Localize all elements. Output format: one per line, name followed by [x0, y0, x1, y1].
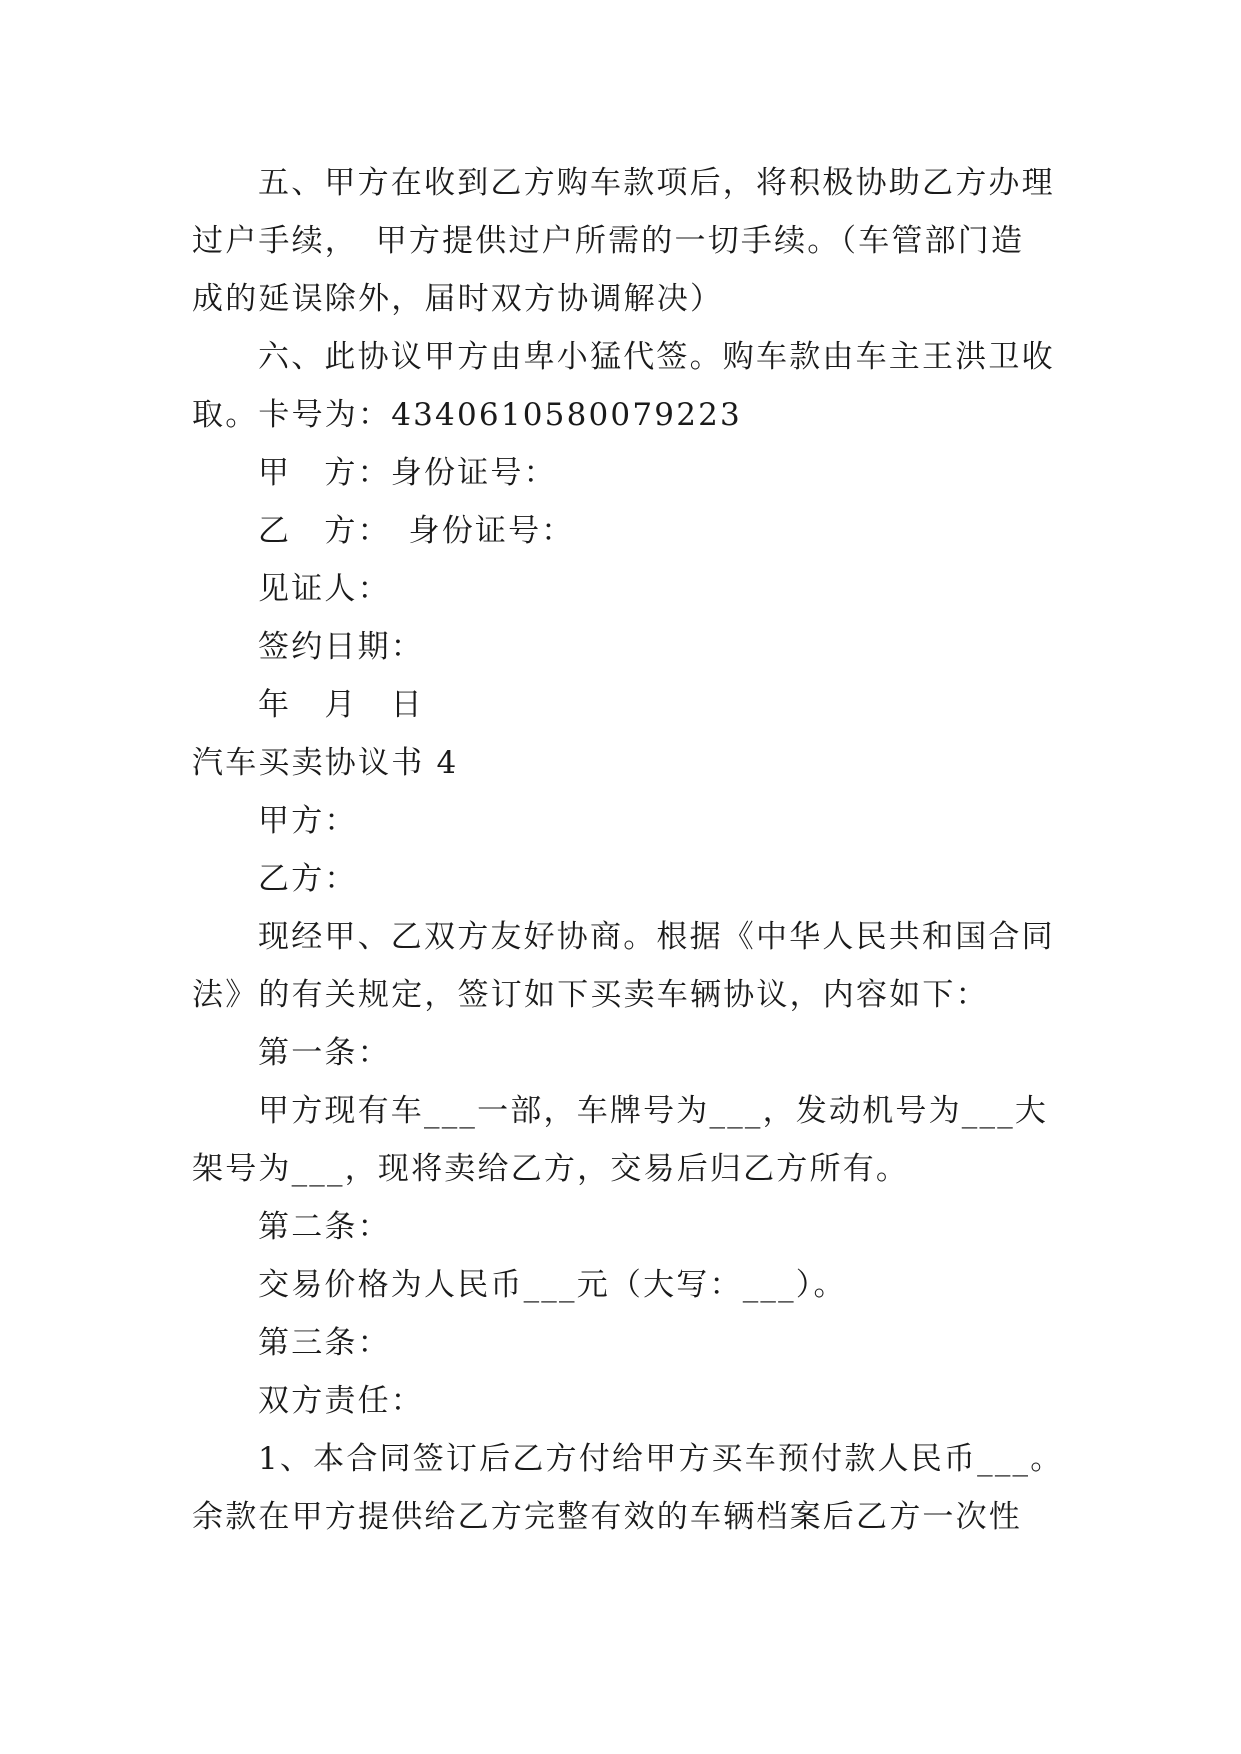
responsibilities-heading: 双方责任：	[258, 1383, 424, 1419]
paragraph-5-line-1: 五、甲方在收到乙方购车款项后，将积极协助乙方办理	[258, 165, 1055, 201]
article-1-line-2: 架号为___，现将卖给乙方，交易后归乙方所有。	[192, 1151, 910, 1187]
party-b-line: 乙方：	[258, 861, 358, 897]
party-b-signature-line: 乙 方： 身份证号：	[258, 513, 575, 549]
clause-1-line-2: 余款在甲方提供给乙方完整有效的车辆档案后乙方一次性	[192, 1499, 1022, 1535]
clause-1-line-1: 1、本合同签订后乙方付给甲方买车预付款人民币___。	[258, 1441, 1064, 1477]
article-2-heading: 第二条：	[258, 1209, 391, 1245]
witness-line: 见证人：	[258, 571, 391, 607]
article-1-line-1: 甲方现有车___一部，车牌号为___，发动机号为___大	[258, 1093, 1049, 1129]
paragraph-5-line-2: 过户手续， 甲方提供过户所需的一切手续。（车管部门造	[192, 223, 1025, 259]
paragraph-6-line-1: 六、此协议甲方由卑小猛代签。购车款由车主王洪卫收	[258, 339, 1055, 375]
article-1-heading: 第一条：	[258, 1035, 391, 1071]
section-title: 汽车买卖协议书 4	[192, 745, 459, 781]
article-3-heading: 第三条：	[258, 1325, 391, 1361]
paragraph-5-line-3: 成的延误除外，届时双方协调解决）	[192, 281, 724, 317]
party-a-signature-line: 甲 方：身份证号：	[258, 455, 557, 491]
article-2-line-1: 交易价格为人民币___元（大写：___）。	[258, 1267, 847, 1303]
signing-date-line: 签约日期：	[258, 629, 424, 665]
date-fields-line: 年 月 日	[258, 687, 424, 723]
intro-line-1: 现经甲、乙双方友好协商。根据《中华人民共和国合同	[258, 919, 1055, 955]
intro-line-2: 法》的有关规定，签订如下买卖车辆协议，内容如下：	[192, 977, 989, 1013]
party-a-line: 甲方：	[258, 803, 358, 839]
paragraph-6-line-2: 取。卡号为：4340610580079223	[192, 397, 742, 433]
